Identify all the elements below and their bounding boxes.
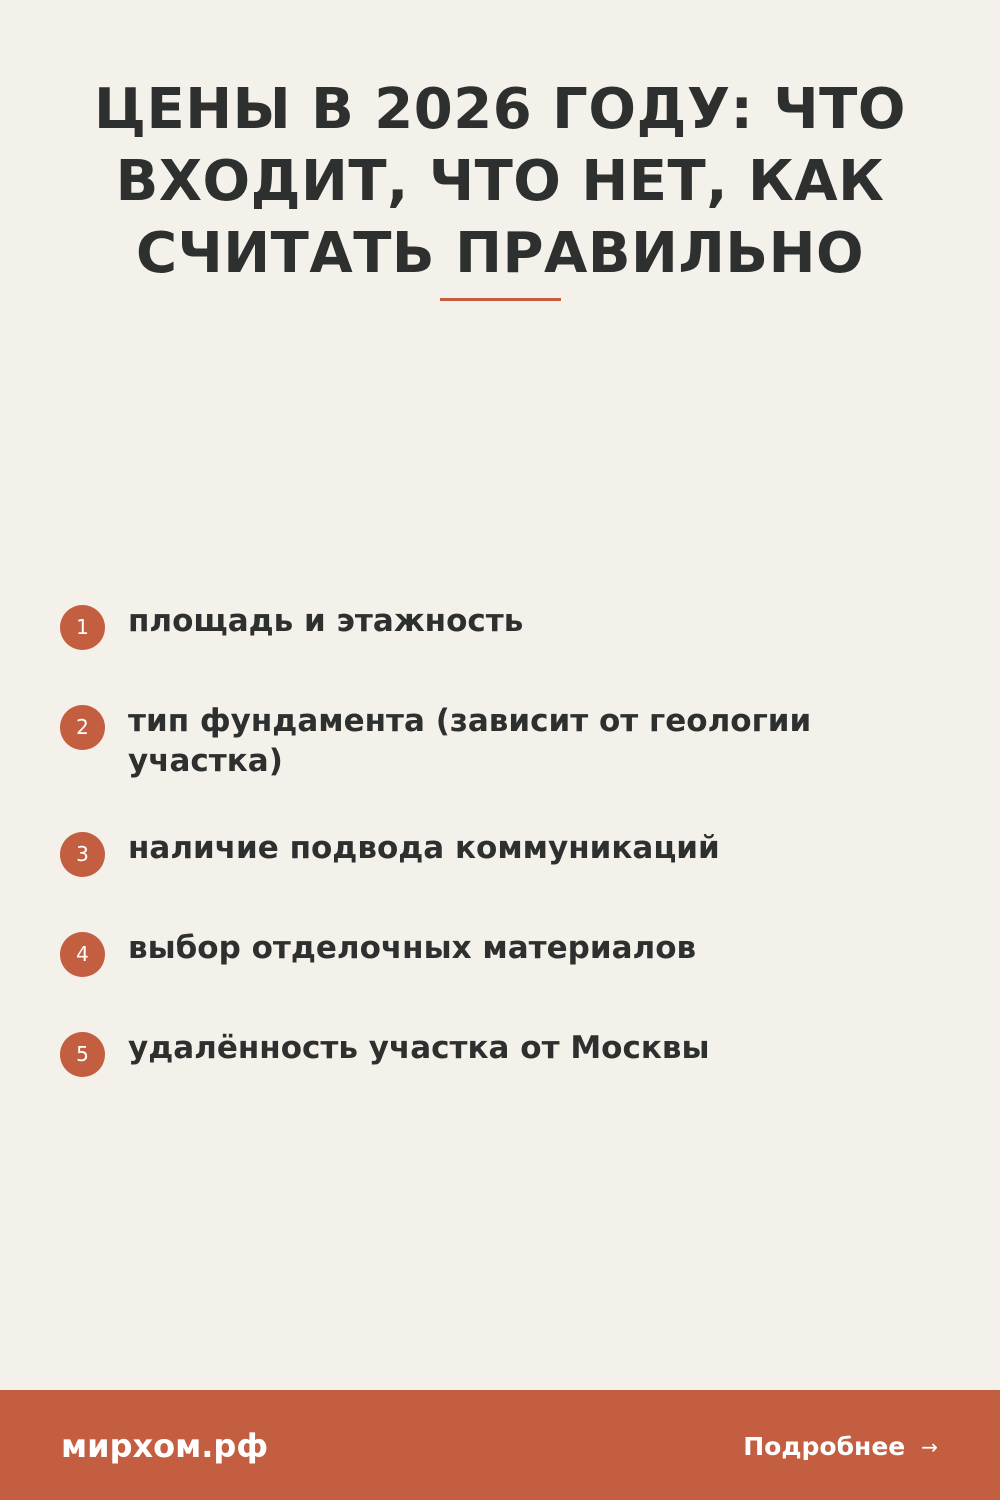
- more-link-label: Подробнее: [743, 1432, 906, 1461]
- title-line-3: СЧИТАТЬ ПРАВИЛЬНО: [135, 221, 865, 286]
- title-line-2: ВХОДИТ, ЧТО НЕТ, КАК: [115, 149, 885, 214]
- title-underline: [440, 298, 561, 301]
- number-badge: 3: [60, 832, 105, 877]
- number-badge: 2: [60, 705, 105, 750]
- number-badge: 4: [60, 932, 105, 977]
- page-title: [80, 74, 920, 290]
- number-badge: 5: [60, 1032, 105, 1077]
- list-item-text: площадь и этажность: [128, 603, 524, 639]
- list-item-text: удалённость участка от Москвы: [128, 1030, 710, 1066]
- footer-bar: [0, 1390, 1000, 1500]
- more-link[interactable]: [743, 1432, 938, 1462]
- title-line-1: ЦЕНЫ В 2026 ГОДУ: ЧТО: [94, 77, 906, 142]
- site-link[interactable]: мирхом.рф: [61, 1427, 269, 1465]
- number-badge: 1: [60, 605, 105, 650]
- list-item-text: выбор отделочных материалов: [128, 930, 697, 966]
- list-item-text: наличие подвода коммуникаций: [128, 830, 720, 866]
- arrow-right-icon: →: [921, 1435, 938, 1459]
- list-item-text: тип фундамента (зависит от геологии участка): [128, 703, 812, 779]
